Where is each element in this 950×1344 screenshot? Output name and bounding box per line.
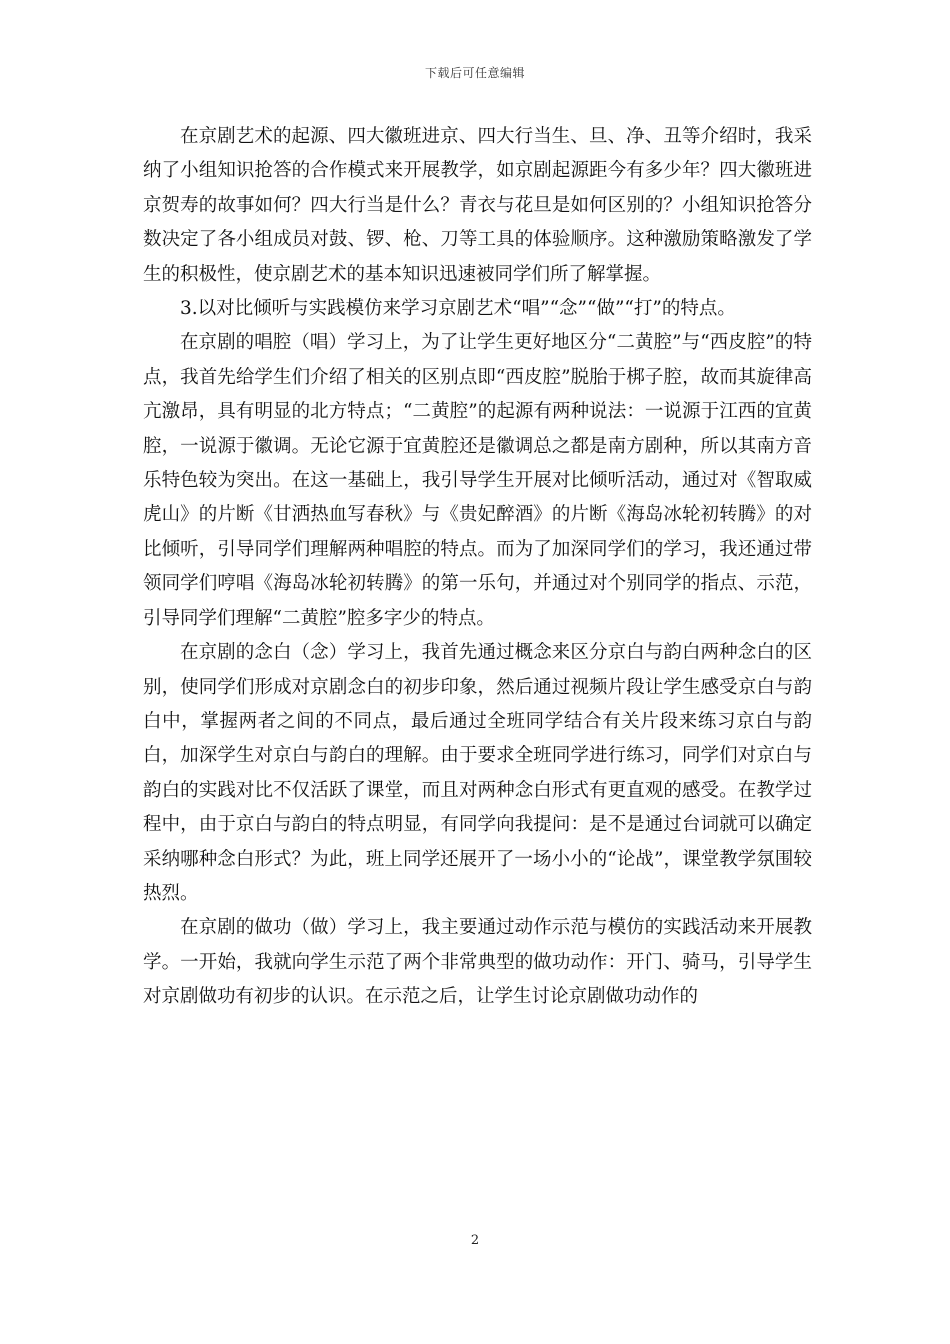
paragraph-acting: 在京剧的做功（做）学习上，我主要通过动作示范与模仿的实践活动来开展教学。一开始，我就向学生示范了两个非常典型的做功动作：开门、骑马，引导学生对京剧做功有初步的认识。在示范之后，让学生讨论京剧做功动作的	[143, 917, 812, 1008]
page-header: 下载后可任意编辑	[424, 66, 525, 80]
paragraph-origins-intro: 在京剧艺术的起源、四大徽班进京、四大行当生、旦、净、丑等介绍时，我采纳了小组知识抢答的合作模式来开展教学，如京剧起源距今有多少年？四大徽班进京贺寿的故事如何？四大行当是什么？青衣与花旦是如何区别的？小组知识抢答分数决定了各小组成员对鼓、锣、枪、刀等工具的体验顺序。这种激励策略激发了学生的积极性，使京剧艺术的基本知识迅速被同学们所了解掌握。	[143, 126, 812, 285]
page-number: 2	[470, 1233, 480, 1248]
document-body	[143, 120, 812, 1015]
paragraph-singing: 在京剧的唱腔（唱）学习上，为了让学生更好地区分“二黄腔”与“西皮腔”的特点，我首先给学生们介绍了相关的区别点即“西皮腔”脱胎于梆子腔，故而其旋律高亢激昂，具有明显的北方特点；“二黄腔”的起源有两种说法：一说源于江西的宜黄腔，一说源于徽调。无论它源于宜黄腔还是徽调总之都是南方剧种，所以其南方音乐特色较为突出。在这一基础上，我引导学生开展对比倾听活动，通过对《智取威虎山》的片断《甘洒热血写春秋》与《贵妃醉酒》的片断《海岛冰轮初转腾》的对比倾听，引导同学们理解两种唱腔的特点。而为了加深同学们的学习，我还通过带领同学们哼唱《海岛冰轮初转腾》的第一乐句，并通过对个别同学的指点、示范，引导同学们理解“二黄腔”腔多字少的特点。	[143, 332, 812, 629]
paragraph-recitation: 在京剧的念白（念）学习上，我首先通过概念来区分京白与韵白两种念白的区别，使同学们形成对京剧念白的初步印象，然后通过视频片段让学生感受京白与韵白中，掌握两者之间的不同点，最后通过全班同学结合有关片段来练习京白与韵白，加深学生对京白与韵白的理解。由于要求全班同学进行练习，同学们对京白与韵白的实践对比不仅活跃了课堂，而且对两种念白形式有更直观的感受。在教学过程中，由于京白与韵白的特点明显，有同学向我提问：是不是通过台词就可以确定采纳哪种念白形式？为此，班上同学还展开了一场小小的“论战”，课堂教学氛围较热烈。	[143, 642, 812, 904]
section-heading-3: 3.以对比倾听与实践模仿来学习京剧艺术“唱”“念”“做”“打”的特点。	[180, 298, 736, 320]
